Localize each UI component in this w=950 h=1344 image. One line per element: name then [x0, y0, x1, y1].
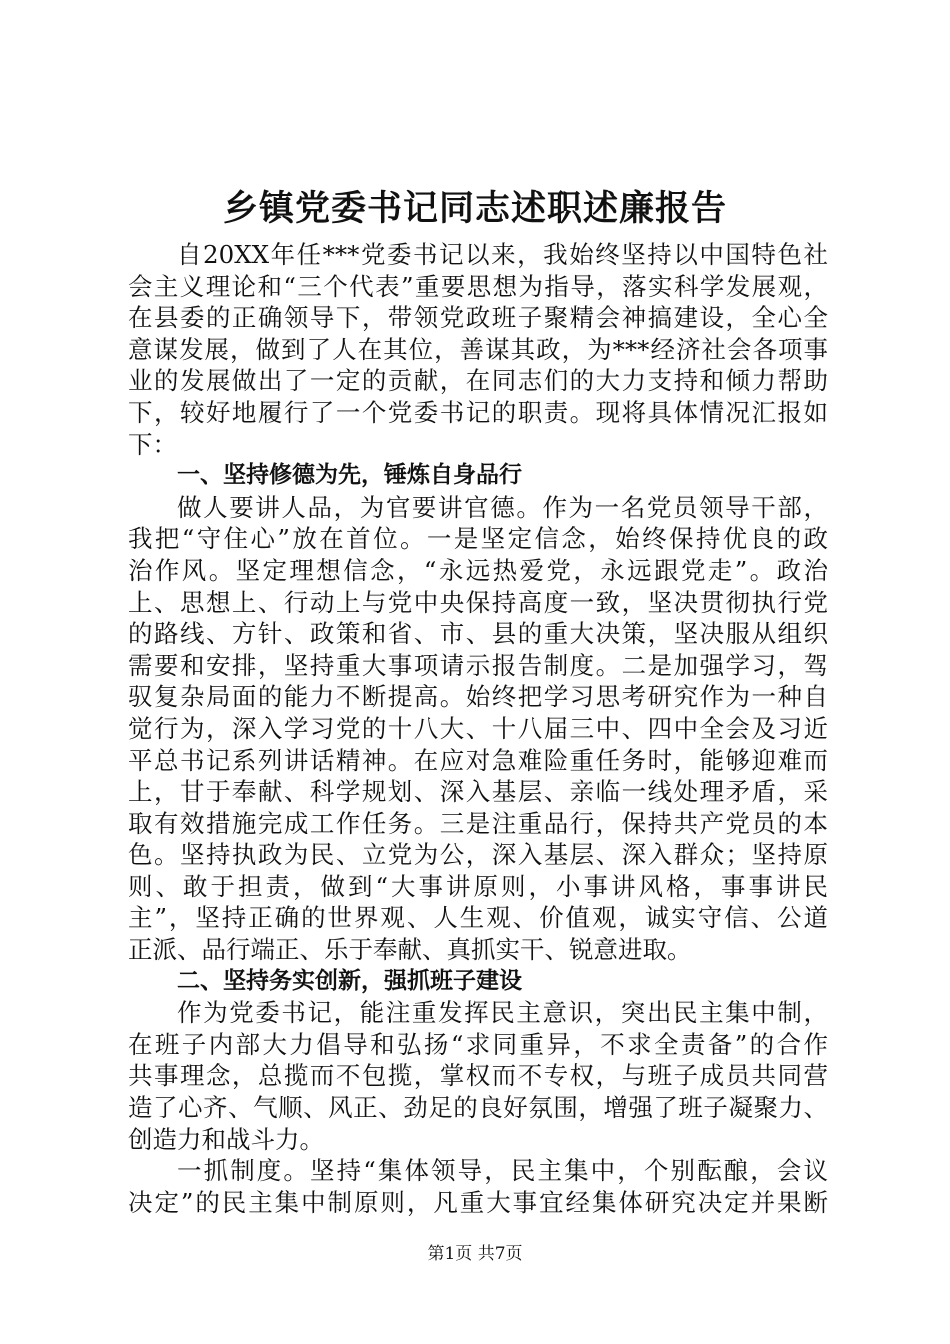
document-title: 乡镇党委书记同志述职述廉报告 [222, 188, 727, 229]
text-line: 业的发展做出了一定的贡献，在同志们的大力支持和倾力帮助 [128, 366, 828, 396]
text-line: 一抓制度。坚持“集体领导，民主集中，个别酝酿，会议 [177, 1156, 828, 1186]
text-line: 我把“守住心”放在首位。一是坚定信念，始终保持优良的政 [128, 524, 828, 554]
text-line: 造了心齐、气顺、风正、劲足的良好氛围，增强了班子凝聚力、 [128, 1093, 828, 1123]
text-line: 色。坚持执政为民、立党为公，深入基层、深入群众；坚持原 [128, 840, 828, 870]
text-line: 创造力和战斗力。 [128, 1124, 324, 1154]
text-line: 做人要讲人品，为官要讲官德。作为一名党员领导干部， [177, 492, 828, 522]
text-line: 在班子内部大力倡导和弘扬“求同重异，不求全责备”的合作 [128, 1029, 828, 1059]
text-line: 则、敢于担责，做到“大事讲原则，小事讲风格，事事讲民 [128, 871, 828, 901]
text-line: 会主义理论和“三个代表”重要思想为指导，落实科学发展观， [128, 271, 828, 301]
text-line: 下，较好地履行了一个党委书记的职责。现将具体情况汇报如 [128, 397, 828, 427]
text-line: 平总书记系列讲话精神。在应对急难险重任务时，能够迎难而 [128, 745, 828, 775]
page-footer: 第1页 共7页 [427, 1244, 523, 1264]
text-line: 觉行为，深入学习党的十八大、十八届三中、四中全会及习近 [128, 713, 828, 743]
text-line: 共事理念，总揽而不包揽，掌权而不专权，与班子成员共同营 [128, 1061, 828, 1091]
text-line: 上、思想上、行动上与党中央保持高度一致，坚决贯彻执行党 [128, 587, 828, 617]
text-line: 需要和安排，坚持重大事项请示报告制度。二是加强学习，驾 [128, 650, 828, 680]
text-line: 取有效措施完成工作任务。三是注重品行，保持共产党员的本 [128, 808, 828, 838]
text-line: 的路线、方针、政策和省、市、县的重大决策，坚决服从组织 [128, 619, 828, 649]
text-line: 正派、品行端正、乐于奉献、真抓实干、锐意进取。 [128, 935, 692, 965]
text-line: 治作风。坚定理想信念，“永远热爱党，永远跟党走”。政治 [128, 555, 828, 585]
text-line: 决定”的民主集中制原则，凡重大事宜经集体研究决定并果断 [128, 1187, 828, 1217]
text-line: 下： [128, 429, 177, 459]
text-line: 上，甘于奉献、科学规划、深入基层、亲临一线处理矛盾，采 [128, 777, 828, 807]
text-line: 主”，坚持正确的世界观、人生观、价值观，诚实守信、公道 [128, 903, 828, 933]
text-line: 自20XX年任***党委书记以来，我始终坚持以中国特色社 [177, 240, 828, 269]
document-body [128, 239, 828, 1218]
text-line: 在县委的正确领导下，带领党政班子聚精会神搞建设，全心全 [128, 303, 828, 333]
text-line: 驭复杂局面的能力不断提高。始终把学习思考研究作为一种自 [128, 682, 828, 712]
section-heading: 一、坚持修德为先，锤炼自身品行 [177, 462, 522, 489]
text-line: 作为党委书记，能注重发挥民主意识，突出民主集中制， [177, 998, 828, 1028]
section-heading: 二、坚持务实创新，强抓班子建设 [177, 967, 522, 994]
text-line: 意谋发展，做到了人在其位，善谋其政，为***经济社会各项事 [128, 334, 828, 364]
